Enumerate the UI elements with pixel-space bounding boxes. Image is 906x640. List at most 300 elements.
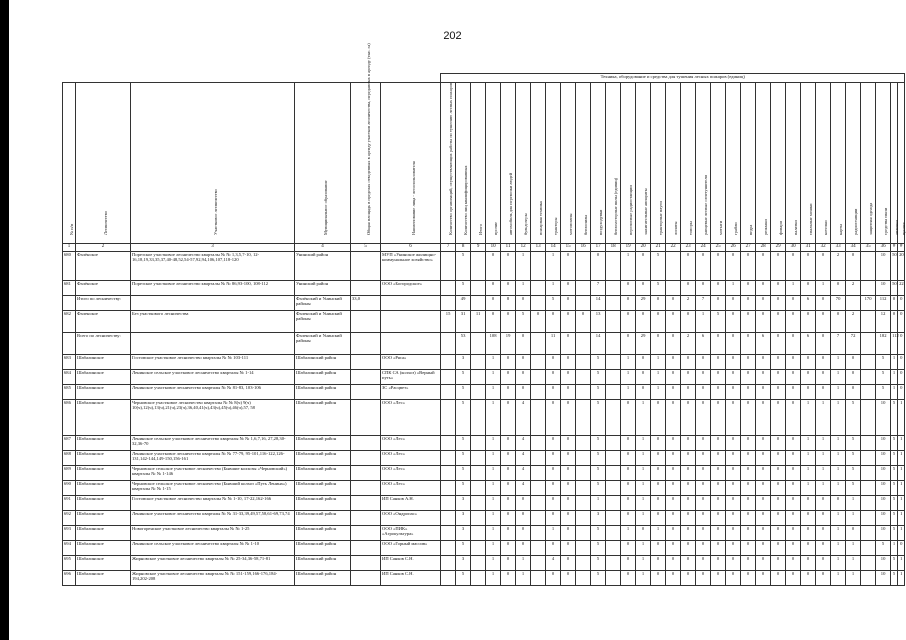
cell-value — [576, 436, 591, 451]
forestry-name: Шабалинское — [76, 451, 131, 466]
cell-value: 0 — [726, 252, 741, 281]
cell-value: 0 — [696, 496, 711, 511]
cell-value: 0 — [561, 436, 576, 451]
cell-value — [576, 385, 591, 400]
cell-value — [531, 296, 546, 311]
area-value — [351, 355, 381, 370]
cell-value: 3 — [456, 496, 471, 511]
cell-value: 0 — [681, 252, 696, 281]
cell-value — [576, 333, 591, 355]
forest-user: ООО «Лес» — [381, 481, 441, 496]
forestry-name: Шабалинское — [76, 511, 131, 526]
section-description: Новогоренское участковое лесничество кварталы № № 1-25 — [131, 526, 295, 541]
cell-value: 5 — [456, 281, 471, 296]
cell-value: 0 — [501, 252, 516, 281]
cell-value: 0 — [651, 333, 666, 355]
cell-value: 1 — [891, 385, 898, 400]
cell-value: 0 — [561, 466, 576, 481]
table-row — [63, 355, 905, 370]
cell-value: 5 — [891, 511, 898, 526]
cell-value: 1 — [831, 511, 846, 526]
column-number: # — [898, 244, 905, 252]
cell-value: 0 — [771, 333, 786, 355]
cell-value: 0 — [898, 296, 905, 311]
column-number: 11 — [501, 244, 516, 252]
cell-value: 72 — [846, 333, 861, 355]
cell-value: 0 — [771, 436, 786, 451]
column-header: мотопомпы — [561, 83, 576, 244]
cell-value: 0 — [561, 556, 576, 571]
cell-value: 1 — [831, 541, 846, 556]
cell-value — [441, 333, 456, 355]
cell-value: 0 — [771, 481, 786, 496]
cell-value: 0 — [741, 526, 756, 541]
cell-value: 13 — [591, 311, 606, 333]
cell-value: 10 — [876, 436, 891, 451]
cell-value: 10 — [876, 571, 891, 586]
cell-value — [861, 466, 876, 481]
cell-value — [606, 541, 621, 556]
forestry-name: Шабалинское — [76, 385, 131, 400]
cell-value: 0 — [681, 541, 696, 556]
cell-value: 112 — [876, 296, 891, 311]
cell-value: 0 — [771, 571, 786, 586]
cell-value: 1 — [621, 355, 636, 370]
cell-value — [471, 556, 486, 571]
cell-value: 0 — [816, 511, 831, 526]
forest-user — [381, 296, 441, 311]
cell-value: 0 — [501, 571, 516, 586]
column-header: автомобиль для перевозки людей — [501, 83, 516, 244]
cell-value: 0 — [501, 311, 516, 333]
cell-value: 1 — [636, 496, 651, 511]
column-header: топоры — [681, 83, 696, 244]
municipality: Шабалинский район — [295, 355, 351, 370]
cell-value: 0 — [516, 355, 531, 370]
column-header: Количество организаций, осуществляющих работы по тушению лесных пожаров — [441, 83, 456, 244]
cell-value: 0 — [741, 481, 756, 496]
area-value: 33,0 — [351, 296, 381, 311]
cell-value: 0 — [711, 252, 726, 281]
cell-value: 4 — [516, 400, 531, 436]
municipality: Шабалинский район — [295, 436, 351, 451]
cell-value: 0 — [681, 526, 696, 541]
cell-value: 0 — [801, 355, 816, 370]
municipality: Шабалинский район — [295, 385, 351, 400]
cell-value — [606, 571, 621, 586]
cell-value: 0 — [516, 511, 531, 526]
cell-value: 0 — [591, 252, 606, 281]
column-header: палатки — [786, 83, 801, 244]
column-header: зажигательные аппараты — [636, 83, 651, 244]
cell-value: 0 — [666, 436, 681, 451]
table-row — [63, 333, 905, 355]
cell-value: 0 — [831, 496, 846, 511]
cell-value: 0 — [898, 385, 905, 400]
cell-value: 0 — [561, 571, 576, 586]
cell-value: 0 — [561, 333, 576, 355]
cell-value: 0 — [486, 281, 501, 296]
cell-value: 0 — [726, 333, 741, 355]
cell-value — [531, 400, 546, 436]
municipality: Фаленский и Унинский районы — [295, 333, 351, 355]
cell-value: 0 — [786, 496, 801, 511]
municipality: Унинский район — [295, 281, 351, 296]
cell-value: 1 — [651, 385, 666, 400]
cell-value: 11 — [546, 333, 561, 355]
cell-value: 1 — [546, 252, 561, 281]
cell-value — [441, 556, 456, 571]
cell-value — [441, 400, 456, 436]
section-description: Ленинское сельское участковое лесничество кварталы № 1-14 — [131, 370, 295, 385]
forest-user: ООО «Лес» — [381, 451, 441, 466]
cell-value — [861, 481, 876, 496]
cell-value: 10 — [876, 511, 891, 526]
cell-value: 0 — [891, 296, 898, 311]
cell-value: 12 — [876, 311, 891, 333]
cell-value: 0 — [756, 571, 771, 586]
forestry-name: Шабалинское — [76, 400, 131, 436]
column-number: 19 — [621, 244, 636, 252]
cell-value: 0 — [771, 355, 786, 370]
column-number: 32 — [816, 244, 831, 252]
column-number: 1 — [63, 244, 76, 252]
cell-value: 0 — [726, 556, 741, 571]
cell-value: 1 — [636, 571, 651, 586]
municipality: Шабалинский район — [295, 370, 351, 385]
cell-value — [531, 556, 546, 571]
cell-value — [606, 511, 621, 526]
cell-value: 170 — [861, 296, 876, 311]
cell-value: 0 — [681, 556, 696, 571]
cell-value: 0 — [756, 296, 771, 311]
cell-value — [576, 370, 591, 385]
cell-value: 0 — [756, 400, 771, 436]
cell-value: 0 — [801, 252, 816, 281]
cell-value: 5 — [591, 451, 606, 466]
cell-value: 0 — [696, 385, 711, 400]
cell-value: 0 — [681, 311, 696, 333]
cell-value: 1 — [486, 511, 501, 526]
forest-user — [381, 311, 441, 333]
cell-value: 29 — [636, 296, 651, 311]
row-number: 685 — [63, 385, 76, 400]
cell-value: 1 — [636, 466, 651, 481]
column-number: 22 — [666, 244, 681, 252]
section-description: Ленинское сельское участковое лесничество кварталы № № 1-10 — [131, 541, 295, 556]
area-value — [351, 466, 381, 481]
cell-value: 5 — [456, 466, 471, 481]
cell-value: 1 — [546, 526, 561, 541]
cell-value: 5 — [591, 436, 606, 451]
cell-value: 0 — [666, 385, 681, 400]
column-number: 17 — [591, 244, 606, 252]
cell-value — [576, 355, 591, 370]
cell-value: 0 — [501, 481, 516, 496]
cell-value — [861, 311, 876, 333]
cell-value: 0 — [666, 311, 681, 333]
cell-value: 0 — [801, 571, 816, 586]
forestry-name: Шабалинское — [76, 526, 131, 541]
cell-value — [471, 466, 486, 481]
column-header: грабли — [726, 83, 741, 244]
cell-value: 0 — [651, 496, 666, 511]
cell-value: 1 — [801, 466, 816, 481]
column-header: аптечки — [891, 83, 898, 244]
cell-value — [861, 436, 876, 451]
cell-value: 0 — [651, 481, 666, 496]
cell-value — [471, 281, 486, 296]
row-number: 684 — [63, 370, 76, 385]
cell-value: 0 — [546, 400, 561, 436]
cell-value: 5 — [876, 385, 891, 400]
cell-value: 0 — [561, 370, 576, 385]
cell-value: 0 — [651, 311, 666, 333]
cell-value: 0 — [711, 436, 726, 451]
column-number: 14 — [546, 244, 561, 252]
cell-value: 0 — [756, 526, 771, 541]
header-spacer — [63, 74, 441, 83]
cell-value: 1 — [621, 385, 636, 400]
cell-value — [576, 252, 591, 281]
area-value — [351, 370, 381, 385]
cell-value: 0 — [741, 333, 756, 355]
cell-value — [606, 355, 621, 370]
cell-value: 1 — [816, 436, 831, 451]
cell-value: 1 — [651, 526, 666, 541]
cell-value — [576, 481, 591, 496]
cell-value — [606, 496, 621, 511]
section-description: Черновское сельское участковое лесничество (Бывшие колхозы «Черновский») кварталы № № 1-146 — [131, 466, 295, 481]
cell-value: 0 — [516, 296, 531, 311]
section-description: Жирновское участковое лесничество кварталы № № 151-159,166-176,184-194,202-208 — [131, 571, 295, 586]
cell-value: 3 — [456, 526, 471, 541]
cell-value — [861, 496, 876, 511]
area-value — [351, 311, 381, 333]
cell-value: 0 — [756, 496, 771, 511]
cell-value: 0 — [846, 385, 861, 400]
cell-value: 0 — [786, 436, 801, 451]
cell-value: 0 — [696, 526, 711, 541]
cell-value: 1 — [801, 451, 816, 466]
cell-value: 1 — [696, 311, 711, 333]
cell-value: 0 — [636, 281, 651, 296]
cell-value: 5 — [591, 370, 606, 385]
cell-value: 0 — [636, 252, 651, 281]
cell-value — [606, 252, 621, 281]
cell-value: 0 — [666, 571, 681, 586]
cell-value — [531, 481, 546, 496]
cell-value: 31 — [456, 311, 471, 333]
cell-value: 3 — [456, 556, 471, 571]
cell-value — [471, 385, 486, 400]
cell-value: 0 — [741, 370, 756, 385]
forest-user — [381, 333, 441, 355]
municipality: Фаленский и Унинский районы — [295, 311, 351, 333]
cell-value — [441, 526, 456, 541]
forest-user: ООО «Лес» — [381, 436, 441, 451]
cell-value: 1 — [486, 526, 501, 541]
forest-user: СПК СА (колхоз) «Верный путь» — [381, 370, 441, 385]
cell-value: 0 — [771, 526, 786, 541]
cell-value: 0 — [666, 526, 681, 541]
cell-value: 0 — [816, 526, 831, 541]
cell-value: 0 — [651, 296, 666, 311]
cell-value — [861, 370, 876, 385]
cell-value: 0 — [741, 355, 756, 370]
cell-value: 0 — [696, 370, 711, 385]
row-number: 682 — [63, 311, 76, 333]
cell-value: 0 — [621, 511, 636, 526]
column-number: 5 — [351, 244, 381, 252]
cell-value — [441, 511, 456, 526]
cell-value: 0 — [816, 333, 831, 355]
cell-value: 1 — [636, 511, 651, 526]
table-row — [63, 511, 905, 526]
cell-value: 0 — [711, 333, 726, 355]
cell-value — [471, 400, 486, 436]
cell-value: 0 — [681, 466, 696, 481]
cell-value: 0 — [846, 370, 861, 385]
cell-value — [606, 385, 621, 400]
forest-user: ООО «ПИК» «Агрокультура» — [381, 526, 441, 541]
cell-value: 0 — [696, 451, 711, 466]
cell-value: 0 — [726, 496, 741, 511]
cell-value: 0 — [786, 385, 801, 400]
forest-user: ООО «Богородское» — [381, 281, 441, 296]
cell-value: 10 — [876, 556, 891, 571]
cell-value: 0 — [801, 556, 816, 571]
cell-value: 0 — [786, 252, 801, 281]
row-number: 696 — [63, 571, 76, 586]
cell-value — [606, 370, 621, 385]
column-header: защитная одежда — [861, 83, 876, 244]
cell-value: 1 — [486, 571, 501, 586]
cell-value: 0 — [741, 511, 756, 526]
cell-value: 0 — [681, 496, 696, 511]
cell-value: 0 — [666, 481, 681, 496]
column-number: 29 — [771, 244, 786, 252]
cell-value: 1 — [831, 451, 846, 466]
column-number: 27 — [741, 244, 756, 252]
column-number: 6 — [381, 244, 441, 252]
municipality: Фалёнский и Унинский районы — [295, 296, 351, 311]
cell-value: 10 — [876, 466, 891, 481]
cell-value: 1 — [486, 451, 501, 466]
column-number: 8 — [456, 244, 471, 252]
cell-value: 0 — [756, 511, 771, 526]
cell-value — [576, 296, 591, 311]
cell-value: 0 — [621, 541, 636, 556]
cell-value: 0 — [501, 541, 516, 556]
section-description — [131, 333, 295, 355]
cell-value: 1 — [636, 556, 651, 571]
cell-value — [861, 556, 876, 571]
cell-value — [606, 281, 621, 296]
cell-value: 1 — [726, 281, 741, 296]
area-value — [351, 252, 381, 281]
cell-value: 5 — [891, 526, 898, 541]
cell-value: 5 — [456, 436, 471, 451]
area-value — [351, 451, 381, 466]
cell-value: 0 — [546, 451, 561, 466]
cell-value: 0 — [501, 556, 516, 571]
cell-value — [441, 296, 456, 311]
cell-value: 5 — [876, 355, 891, 370]
cell-value: 1 — [891, 370, 898, 385]
forestry-name: Шабалинское — [76, 571, 131, 586]
municipality: Шабалинский район — [295, 481, 351, 496]
cell-value: 0 — [696, 281, 711, 296]
cell-value: 0 — [801, 511, 816, 526]
cell-value: 0 — [846, 355, 861, 370]
forest-user: ООО «Ондропас» — [381, 511, 441, 526]
cell-value: 0 — [561, 496, 576, 511]
cell-value: 0 — [666, 370, 681, 385]
cell-value: 0 — [801, 541, 816, 556]
cell-value: 0 — [546, 481, 561, 496]
cell-value: 0 — [726, 511, 741, 526]
cell-value: 0 — [711, 296, 726, 311]
column-number: 33 — [831, 244, 846, 252]
cell-value: 0 — [516, 370, 531, 385]
cell-value: 0 — [726, 436, 741, 451]
column-header: фонари — [771, 83, 786, 244]
cell-value — [606, 333, 621, 355]
cell-value: 0 — [531, 311, 546, 333]
cell-value: 10 — [876, 400, 891, 436]
cell-value — [531, 252, 546, 281]
section-description: Ленинское участковое лесничество кварталы № № 81-83, 103-106 — [131, 385, 295, 400]
cell-value: 0 — [771, 296, 786, 311]
cell-value: 0 — [561, 252, 576, 281]
section-description: Черновское сельское участковое лесничество (Бывший колхоз «Путь Ленина») кварталы № № 1-15 — [131, 481, 295, 496]
cell-value: 0 — [786, 370, 801, 385]
cell-value: 182 — [876, 333, 891, 355]
row-number: 689 — [63, 466, 76, 481]
cell-value: 1 — [786, 281, 801, 296]
table-row — [63, 466, 905, 481]
cell-value: 0 — [891, 311, 898, 333]
cell-value: 0 — [501, 370, 516, 385]
cell-value: 5 — [456, 571, 471, 586]
cell-value: 1 — [898, 556, 905, 571]
cell-value: 0 — [726, 526, 741, 541]
cell-value: 5 — [591, 481, 606, 496]
cell-value: 0 — [741, 496, 756, 511]
cell-value — [531, 571, 546, 586]
cell-value: 6 — [696, 333, 711, 355]
cell-value: 0 — [501, 385, 516, 400]
municipality: Шабалинский район — [295, 466, 351, 481]
cell-value: 1 — [898, 526, 905, 541]
cell-value: 0 — [771, 400, 786, 436]
cell-value: 1 — [636, 451, 651, 466]
forestry-name: Шабалинское — [76, 355, 131, 370]
cell-value: 1 — [636, 436, 651, 451]
forest-user: ИП Санков А.Н. — [381, 496, 441, 511]
area-value — [351, 571, 381, 586]
column-number: 9 — [471, 244, 486, 252]
cell-value: 0 — [621, 466, 636, 481]
cell-value: 3 — [456, 511, 471, 526]
column-number: 13 — [531, 244, 546, 252]
cell-value: 0 — [666, 296, 681, 311]
cell-value: 1 — [621, 526, 636, 541]
cell-value: 0 — [651, 556, 666, 571]
table-row — [63, 526, 905, 541]
column-number: 26 — [726, 244, 741, 252]
